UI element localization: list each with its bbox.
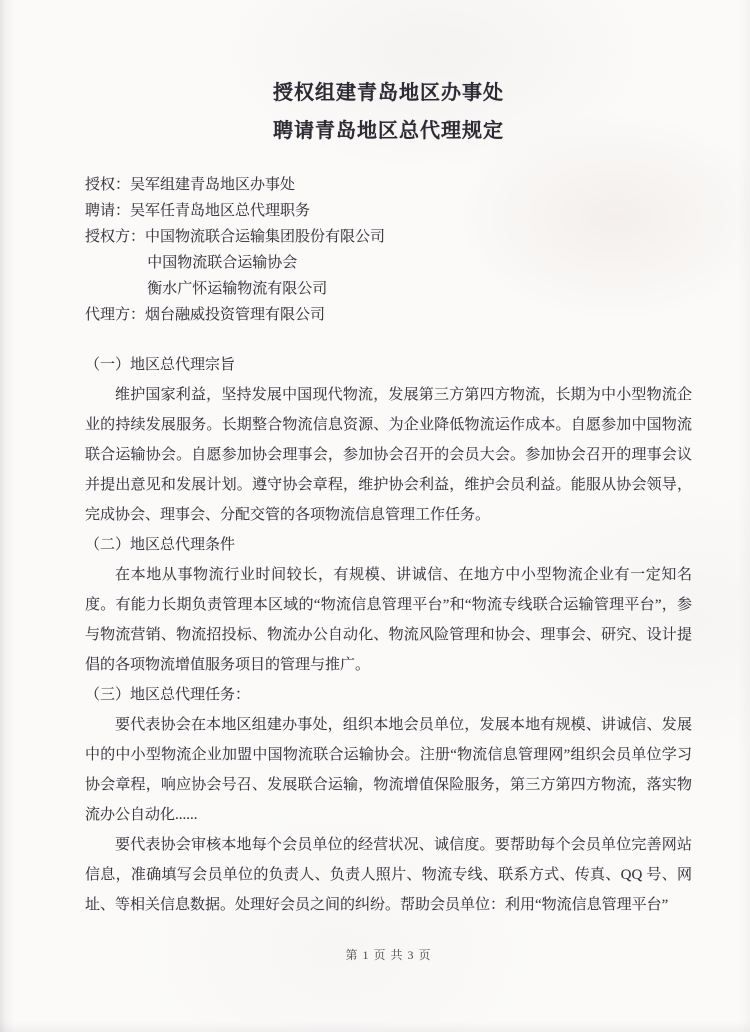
meta-line-agent: 代理方：烟台融威投资管理有限公司 bbox=[85, 307, 326, 323]
page-number: 第 1 页 共 3 页 bbox=[345, 948, 432, 962]
section-conditions-heading: （二）地区总代理条件 bbox=[85, 537, 236, 553]
section-conditions-paragraph: 在本地从事物流行业时间较长，有规模、讲诚信、在地方中小型物流企业有一定知名度。有能力长期负责管理本区域的“物流信息管理平台”和“物流专线联合运输管理平台”，参与物流营销、物流招投标、物流办公自动化、物流风险管理和协会、理事会、研究、设计提倡的各项物流增值服务项目的管理与推广。 bbox=[85, 567, 692, 673]
meta-line-authorizer-2: 中国物流联合运输协会 bbox=[147, 255, 298, 271]
section-purpose bbox=[85, 350, 692, 530]
meta-line-authorizer-3: 衡水广怀运输物流有限公司 bbox=[147, 281, 328, 297]
section-purpose-heading: （一）地区总代理宗旨 bbox=[85, 357, 236, 373]
meta-line-authorizer: 授权方：中国物流联合运输集团股份有限公司 bbox=[85, 229, 386, 245]
meta-line-appoint: 聘请：吴军任青岛地区总代理职务 bbox=[85, 203, 311, 219]
document-title bbox=[85, 0, 692, 150]
title-line-2: 聘请青岛地区总代理规定 bbox=[273, 120, 504, 142]
section-tasks bbox=[85, 680, 692, 920]
meta-block bbox=[85, 172, 692, 328]
title-line-1: 授权组建青岛地区办事处 bbox=[273, 82, 504, 104]
section-tasks-heading: （三）地区总代理任务： bbox=[85, 687, 251, 703]
section-conditions bbox=[85, 530, 692, 680]
section-tasks-paragraph-1: 要代表协会在本地区组建办事处，组织本地会员单位，发展本地有规模、讲诚信、发展中的中小型物流企业加盟中国物流联合运输协会。注册“物流信息管理网”组织会员单位学习协会章程，响应协会号召、发展联合运输，物流增值保险服务，第三方第四方物流，落实物流办公自动化...... bbox=[85, 717, 692, 823]
section-purpose-paragraph: 维护国家利益，坚持发展中国现代物流，发展第三方第四方物流，长期为中小型物流企业的持续发展服务。长期整合物流信息资源、为企业降低物流运作成本。自愿参加中国物流联合运输协会。自愿参加协会理事会，参加协会召开的会员大会。参加协会召开的理事会议并提出意见和发展计划。遵守协会章程，维护协会利益，维护会员利益。能服从协会领导，完成协会、理事会、分配交管的各项物流信息管理工作任务。 bbox=[85, 387, 692, 523]
section-tasks-paragraph-2: 要代表协会审核本地每个会员单位的经营状况、诚信度。要帮助每个会员单位完善网站信息，准确填写会员单位的负责人、负责人照片、物流专线、联系方式、传真、QQ 号、网址、等相关信息数据。处理好会员之间的纠纷。帮助会员单位：利用“物流信息管理平台” bbox=[85, 837, 692, 913]
meta-line-authorize: 授权：吴军组建青岛地区办事处 bbox=[85, 177, 296, 193]
document-body bbox=[85, 350, 692, 920]
